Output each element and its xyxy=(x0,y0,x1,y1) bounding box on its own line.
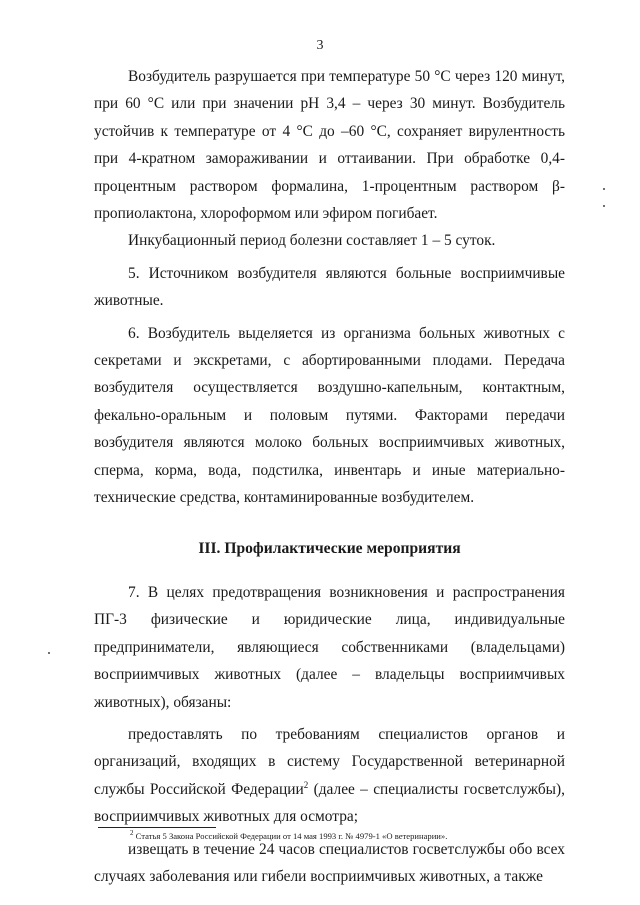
paragraph-7-obligations: 7. В целях предотвращения возникновения и распространения ПГ-3 физические и юридические лица, индивидуальные предприниматели, являющиеся собственниками (владельцами) восприимчивых животных (далее – владельцы восприимчивых животных), обязаны: xyxy=(94,583,565,711)
paragraph-pathogen-resistance: Возбудитель разрушается при температуре 50 °С через 120 минут, при 60 °С или при значении рН 3,4 – через 30 минут. Возбудитель устойчив к температуре от 4 °С до –60 °С, сохраняет вирулентность при 4-кратном замораживании и оттаивании. При обработке 0,4-процентным раствором формалина, 1-процентным раствором β-пропиолактона, хлороформом или эфиром погибает. xyxy=(94,68,565,223)
footnote-text: Статья 5 Закона Российской Федерации от 14 мая 1993 г. № 4979-1 «О ветеринарии». xyxy=(133,831,448,841)
document-body xyxy=(94,63,565,890)
paragraph-provide-animals xyxy=(94,721,565,831)
scan-speck xyxy=(603,205,605,207)
footnote-separator xyxy=(98,827,216,828)
paragraph-5-source: 5. Источником возбудителя являются больные восприимчивые животные. xyxy=(94,264,565,310)
paragraph-notify: извещать в течение 24 часов специалистов госветслужбы обо всех случаях заболевания или гибели восприимчивых животных, а также xyxy=(94,840,565,885)
page-number: 3 xyxy=(316,38,324,53)
footnote-mark: 2 xyxy=(130,829,134,837)
scan-speck xyxy=(48,652,50,654)
provide-animals-text: предоставлять по требованиям специалистов органов и организаций, входящих в систему Государственной ветеринарной службы Российской Федерации xyxy=(94,725,565,798)
paragraph-incubation: Инкубационный период болезни составляет 1 – 5 суток. xyxy=(128,232,496,250)
footnote-reference: 2 xyxy=(303,779,309,790)
paragraph-6-transmission: 6. Возбудитель выделяется из организма больных животных с секретами и экскретами, с абортированными плодами. Передача возбудителя осуществляется воздушно-капельным, контактным, фекально-оральным и половым путями. Факторами передачи возбудителя являются молоко больных восприимчивых животных, сперма, корма, вода, подстилка, инвентарь и иные материально-технические средства, контаминированные возбудителем. xyxy=(94,324,565,507)
provide-animals-text-cont: (далее – специалисты госветслужбы), восприимчивых животных для осмотра; xyxy=(94,780,565,826)
section-heading: III. Профилактические мероприятия xyxy=(198,539,461,557)
footnote xyxy=(130,830,447,842)
scan-speck xyxy=(603,188,605,190)
